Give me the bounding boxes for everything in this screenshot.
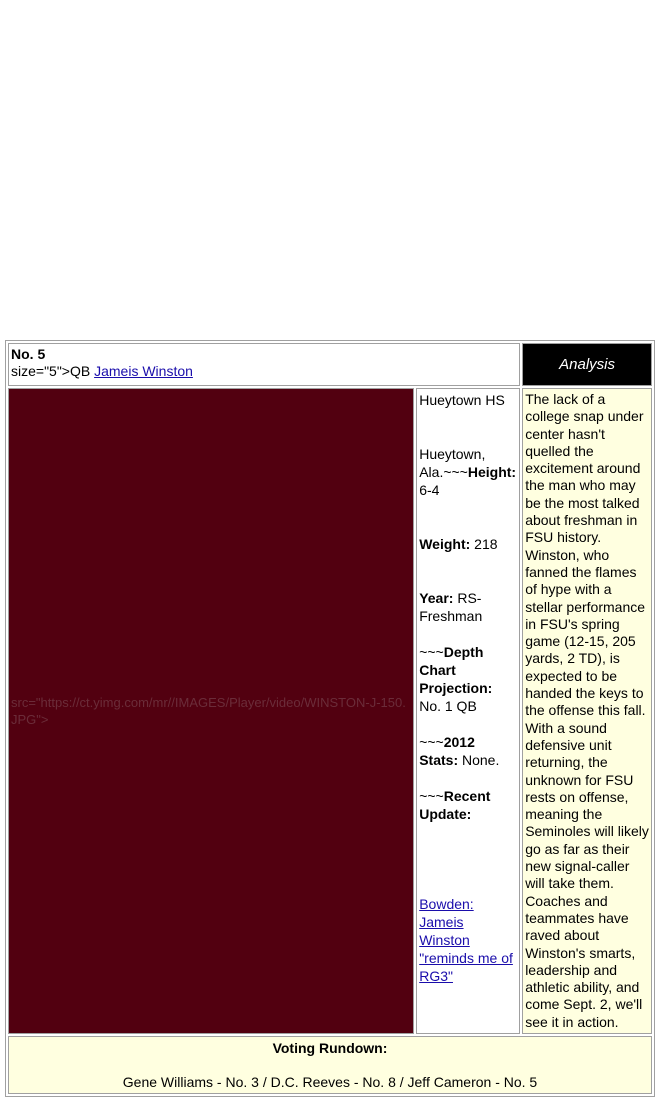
header-prefix: size="5">QB (11, 363, 95, 379)
depth-value: No. 1 QB (419, 698, 477, 714)
height-value: 6-4 (419, 482, 440, 498)
voting-rundown-votes: Gene Williams - No. 3 / D.C. Reeves - No. 8 / Jeff Cameron - No. 5 (122, 1073, 538, 1090)
season-stats (419, 733, 517, 769)
player-header (8, 343, 520, 386)
update-label: Recent Update: (419, 788, 491, 822)
player-rank: No. 5 (11, 346, 46, 362)
voting-rundown (8, 1036, 652, 1094)
update-prefix: ~~~ (419, 788, 444, 804)
player-name-link[interactable]: Jameis Winston (94, 363, 193, 379)
year-value: RS-Freshman (419, 590, 483, 624)
year (419, 589, 517, 625)
stats-prefix: ~~~ (419, 734, 444, 750)
stats-value: None. (458, 752, 500, 768)
depth-label: Depth Chart Projection: (419, 644, 493, 696)
player-photo-broken (8, 388, 414, 1034)
recent-update-link[interactable]: Bowden: Jameis Winston "reminds me of RG3" (419, 896, 513, 984)
player-table (5, 340, 655, 1097)
year-label: Year: (419, 590, 454, 606)
stats-label: 2012 Stats: (419, 734, 475, 768)
height-label: Height: (467, 464, 517, 480)
weight-label: Weight: (419, 536, 471, 552)
analysis-text: The lack of a college snap under center hasn't quelled the excitement around the man who may be the most talked about freshman in FSU history. Winston, who fanned the flames of hype with a stellar performance in FSU's spring game (12-15, 205 yards, 2 TD), is expected to be handed the keys to the offense this fall. With a sound defensive unit returning, the unknown for FSU rests on offense, meaning the Seminoles will likely go as far as their new signal-caller will take them. Coaches and teammates have raved about Winston's smarts, leadership and athletic ability, and come Sept. 2, we'll see it in action. (522, 388, 652, 1034)
analysis-header: Analysis (522, 343, 652, 386)
depth-prefix: ~~~ (419, 644, 444, 660)
weight (419, 535, 517, 553)
school: Hueytown HS (419, 392, 505, 408)
broken-image-source-text: src="https://ct.yimg.com/mr//IMAGES/Player/video/WINSTON-J-150.JPG"> (11, 694, 406, 727)
player-stats (416, 388, 520, 1034)
recent-update (419, 787, 517, 823)
weight-value: 218 (470, 536, 498, 552)
depth-chart (419, 643, 517, 715)
hometown: Hueytown, Ala.~~~ (419, 446, 486, 480)
voting-rundown-title: Voting Rundown: (272, 1039, 388, 1056)
hometown-height (419, 445, 517, 499)
